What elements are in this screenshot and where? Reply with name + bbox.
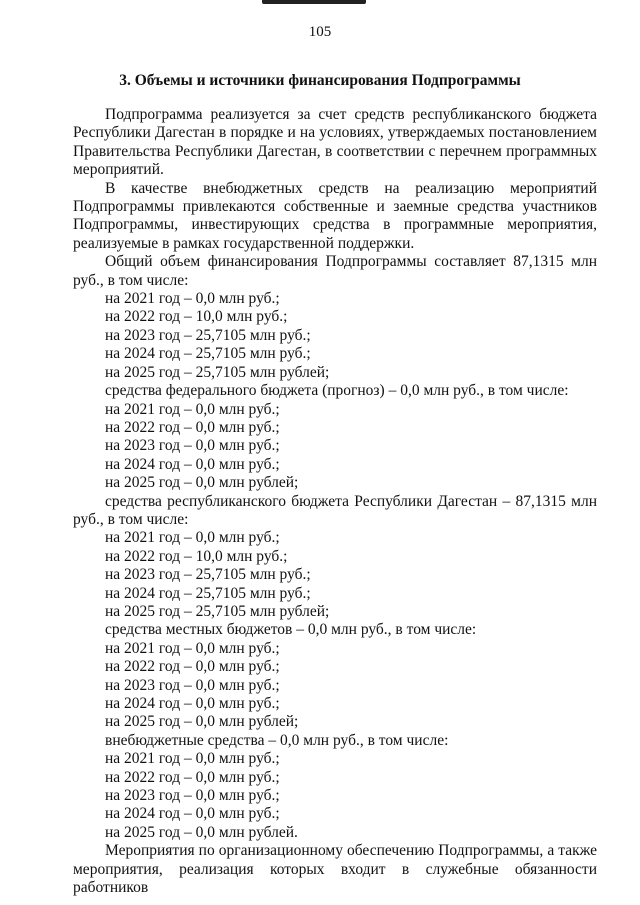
extrabudgetary-funding-list [73,750,597,842]
list-item: на 2024 год – 0,0 млн руб.; [105,695,280,712]
republic-budget-heading: средства республиканского бюджета Республики Дагестан – 87,1315 млн руб., в том числе: [73,492,597,528]
list-item: на 2024 год – 0,0 млн руб.; [105,455,280,473]
scan-artifact-mark [262,0,366,4]
list-item: на 2023 год – 0,0 млн руб.; [105,676,280,694]
list-item: на 2023 год – 0,0 млн руб.; [105,787,280,805]
list-item: на 2022 год – 0,0 млн руб.; [105,768,280,786]
list-item: на 2022 год – 10,0 млн руб.; [105,547,288,565]
paragraph-funding-source: Подпрограмма реализуется за счет средств республиканского бюджета Республики Дагестан в порядке и на условиях, утверждаемых постановлением Правительства Республики Дагестан, в соответствии с перечнем программных мероприятий. [73,106,597,179]
local-budget-heading: средства местных бюджетов – 0,0 млн руб., в том числе: [105,621,477,639]
list-item: на 2023 год – 0,0 млн руб.; [105,437,280,455]
list-item: на 2025 год – 25,7105 млн рублей; [105,363,330,381]
list-item: на 2024 год – 0,0 млн руб.; [105,805,280,823]
list-item: на 2024 год – 25,7105 млн руб.; [105,584,311,602]
paragraph-organizational-measures: Мероприятия по организационному обеспечению Подпрограммы, а также мероприятия, реализация которых входит в служебные обязанности работников [73,842,597,897]
page-number: 105 [308,24,332,40]
republic-funding-list [73,529,597,621]
list-item: на 2021 год – 0,0 млн руб.; [105,400,280,418]
list-item: на 2022 год – 0,0 млн руб.; [105,418,280,436]
list-item: на 2022 год – 0,0 млн руб.; [105,658,280,676]
list-item: на 2023 год – 25,7105 млн руб.; [105,566,311,584]
list-item: на 2025 год – 25,7105 млн рублей; [105,602,330,620]
list-item: на 2022 год – 10,0 млн руб.; [105,308,288,326]
list-item: на 2021 год – 0,0 млн руб.; [105,639,280,657]
paragraph-total-funding: Общий объем финансирования Подпрограммы составляет 87,1315 млн руб., в том числе: [73,253,597,289]
list-item: на 2025 год – 0,0 млн рублей. [105,823,298,841]
list-item: на 2024 год – 25,7105 млн руб.; [105,345,311,363]
list-item: на 2021 год – 0,0 млн руб.; [105,529,280,547]
document-body [73,106,597,897]
paragraph-extrabudgetary: В качестве внебюджетных средств на реализацию мероприятий Подпрограммы привлекаются собственные и заемные средства участников Подпрограммы, инвестирующих средства в программные мероприятия, реализуемые в рамках государственной поддержки. [73,179,597,252]
list-item: на 2021 год – 0,0 млн руб.; [105,750,280,768]
federal-funding-list [73,401,597,493]
federal-budget-heading: средства федерального бюджета (прогноз) – 0,0 млн руб., в том числе: [105,382,569,400]
local-funding-list [73,640,597,732]
list-item: на 2023 год – 25,7105 млн руб.; [105,326,311,344]
list-item: на 2025 год – 0,0 млн рублей; [105,474,299,492]
extrabudgetary-heading: внебюджетные средства – 0,0 млн руб., в том числе: [105,731,449,749]
list-item: на 2025 год – 0,0 млн рублей; [105,713,299,731]
section-title: 3. Объемы и источники финансирования Подпрограммы [119,72,521,89]
total-funding-list [73,290,597,382]
list-item: на 2021 год – 0,0 млн руб.; [105,290,280,308]
